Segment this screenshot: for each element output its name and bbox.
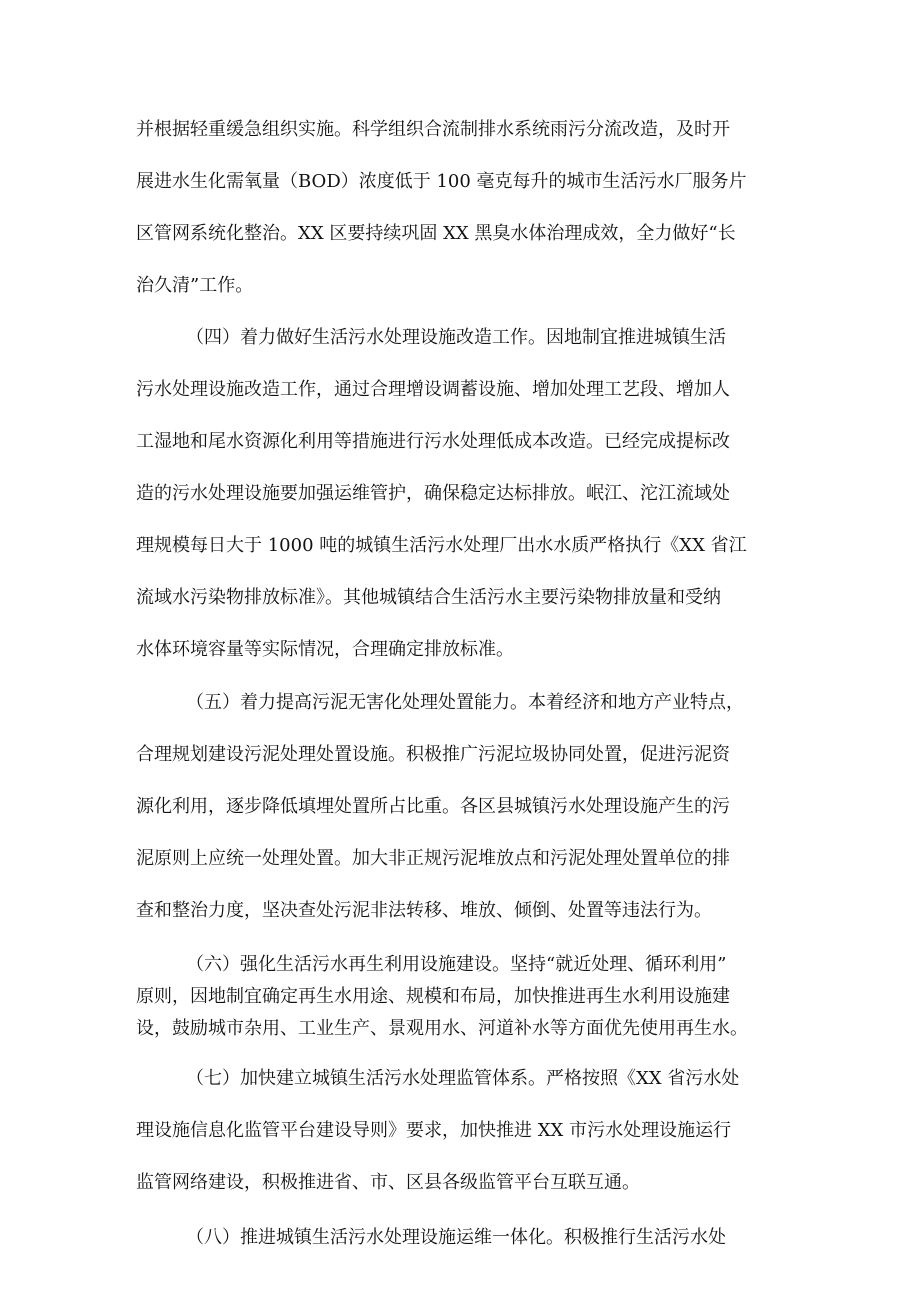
text-line: 造的污水处理设施要加强运维管护，确保稳定达标排放。岷江、沱江流域处	[136, 483, 730, 504]
text-line: 水体环境容量等实际情况，合理确定排放标准。	[136, 639, 514, 660]
text-line: 污水处理设施改造工作，通过合理增设调蓄设施、增加处理工艺段、增加人	[136, 379, 730, 400]
text-line: （七）加快建立城镇生活污水处理监管体系。严格按照《XX 省污水处	[186, 1068, 740, 1089]
text-line: 展进水生化需氧量（BOD）浓度低于 100 毫克每升的城市生活污水厂服务片	[136, 171, 747, 192]
text-line: 工湿地和尾水资源化利用等措施进行污水处理低成本改造。已经完成提标改	[136, 431, 730, 452]
text-line: 并根据轻重缓急组织实施。科学组织合流制排水系统雨污分流改造，及时开	[136, 119, 730, 140]
text-line: （八）推进城镇生活污水处理设施运维一体化。积极推行生活污水处	[186, 1227, 726, 1248]
text-line: 治久清”工作。	[136, 275, 254, 296]
text-line: 监管网络建设，积极推进省、市、区县各级监管平台互联互通。	[136, 1172, 640, 1193]
text-line: 原则，因地制宜确定再生水用途、规模和布局，加快推进再生水利用设施建	[136, 986, 730, 1007]
text-line: 区管网系统化整治。XX 区要持续巩固 XX 黑臭水体治理成效，全力做好“长	[136, 223, 736, 244]
text-line: 查和整治力度，坚决查处污泥非法转移、堆放、倾倒、处置等违法行为。	[136, 900, 712, 921]
text-line: 理设施信息化监管平台建设导则》要求，加快推进 XX 市污水处理设施运行	[136, 1120, 732, 1141]
text-line: 流域水污染物排放标准》。其他城镇结合生活污水主要污染物排放量和受纳	[136, 587, 721, 608]
text-line: （五）着力提高污泥无害化处理处置能力。本着经济和地方产业特点，	[186, 692, 744, 713]
text-line: 设，鼓励城市杂用、工业生产、景观用水、河道补水等方面优先使用再生水。	[136, 1018, 748, 1039]
text-line: （四）着力做好生活污水处理设施改造工作。因地制宜推进城镇生活	[186, 327, 726, 348]
text-line: （六）强化生活污水再生利用设施建设。坚持“就近处理、循环利用”	[186, 954, 727, 975]
text-line: 合理规划建设污泥处理处置设施。积极推广污泥垃圾协同处置，促进污泥资	[136, 744, 730, 765]
text-line: 泥原则上应统一处理处置。加大非正规污泥堆放点和污泥处理处置单位的排	[136, 848, 730, 869]
text-line: 理规模每日大于 1000 吨的城镇生活污水处理厂出水水质严格执行《XX 省江	[136, 535, 747, 556]
text-line: 源化利用，逐步降低填埋处置所占比重。各区县城镇污水处理设施产生的污	[136, 796, 730, 817]
